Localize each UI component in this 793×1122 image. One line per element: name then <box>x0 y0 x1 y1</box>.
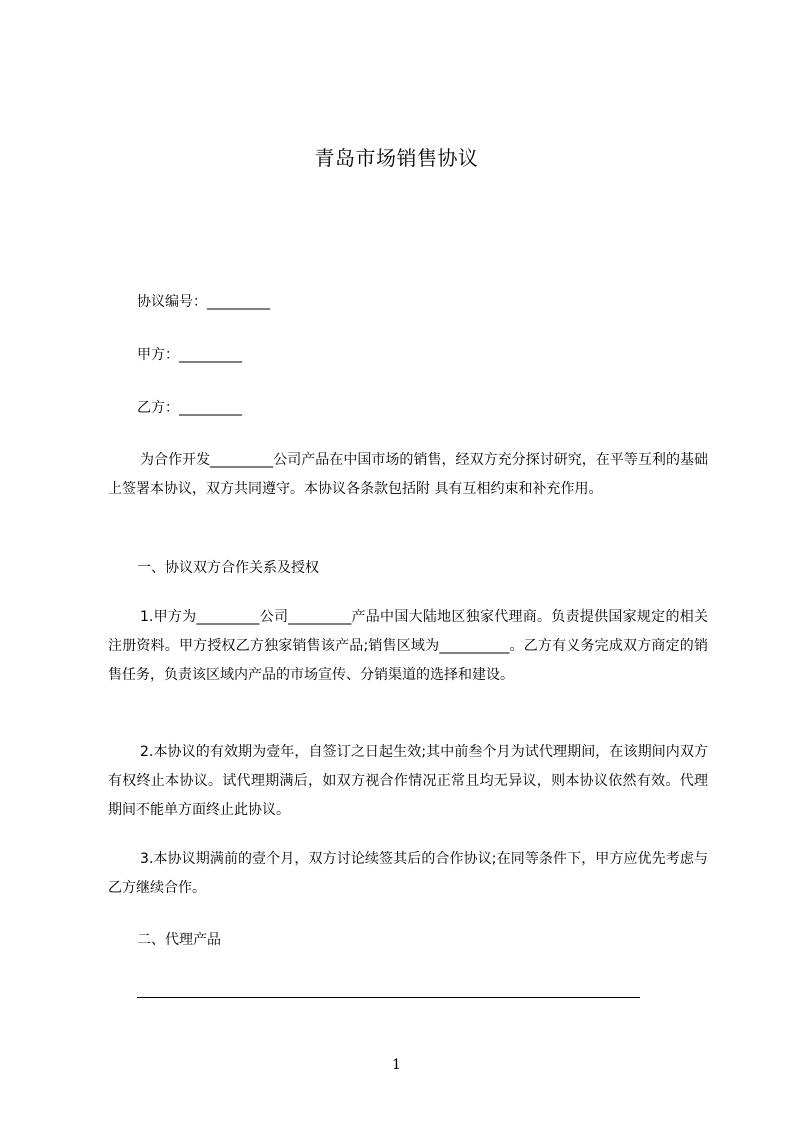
section-2-heading: 二、代理产品 <box>137 932 221 948</box>
clause-3-text: 3.本协议期满前的壹个月，双方讨论续签其后的合作协议;在同等条件下，甲方应优先考虑与乙方继续合作。 <box>108 851 708 896</box>
section-1-heading: 一、协议双方合作关系及授权 <box>137 560 319 576</box>
clause-2-text: 2.本协议的有效期为壹年，自签订之日起生效;其中前叁个月为试代理期间，在该期间内双方有权终止本协议。试代理期满后，如双方视合作情况正常且均无异议，则本协议依然有效。代理期间不能单方面终止此协议。 <box>108 744 708 818</box>
clause-2-paragraph <box>108 738 708 825</box>
page-title: 青岛市场销售协议 <box>314 146 479 170</box>
clause-3-paragraph <box>108 845 708 903</box>
party-a-field: 甲方：_________ <box>137 347 242 363</box>
intro-paragraph <box>108 446 708 504</box>
intro-text: 为合作开发_________公司产品在中国市场的销售，经双方充分探讨研究，在平等互利的基础上签署本协议，双方共同遵守。本协议各条款包括附 具有互相约束和补充作用。 <box>108 452 708 497</box>
page-number: 1 <box>392 1057 401 1073</box>
agreement-number-field: 协议编号：_________ <box>137 294 270 310</box>
party-b-field: 乙方：_________ <box>137 400 242 416</box>
clause-1-text: 1.甲方为_________公司_________产品中国大陆地区独家代理商。负责提供国家规定的相关注册资料。甲方授权乙方独家销售该产品;销售区域为__________。乙方有义务完成双方商定的销售任务，负责该区域内产品的市场宣传、分销渠道的选择和建设。 <box>108 609 708 683</box>
clause-1-paragraph <box>108 603 708 690</box>
blank-line <box>137 997 640 998</box>
